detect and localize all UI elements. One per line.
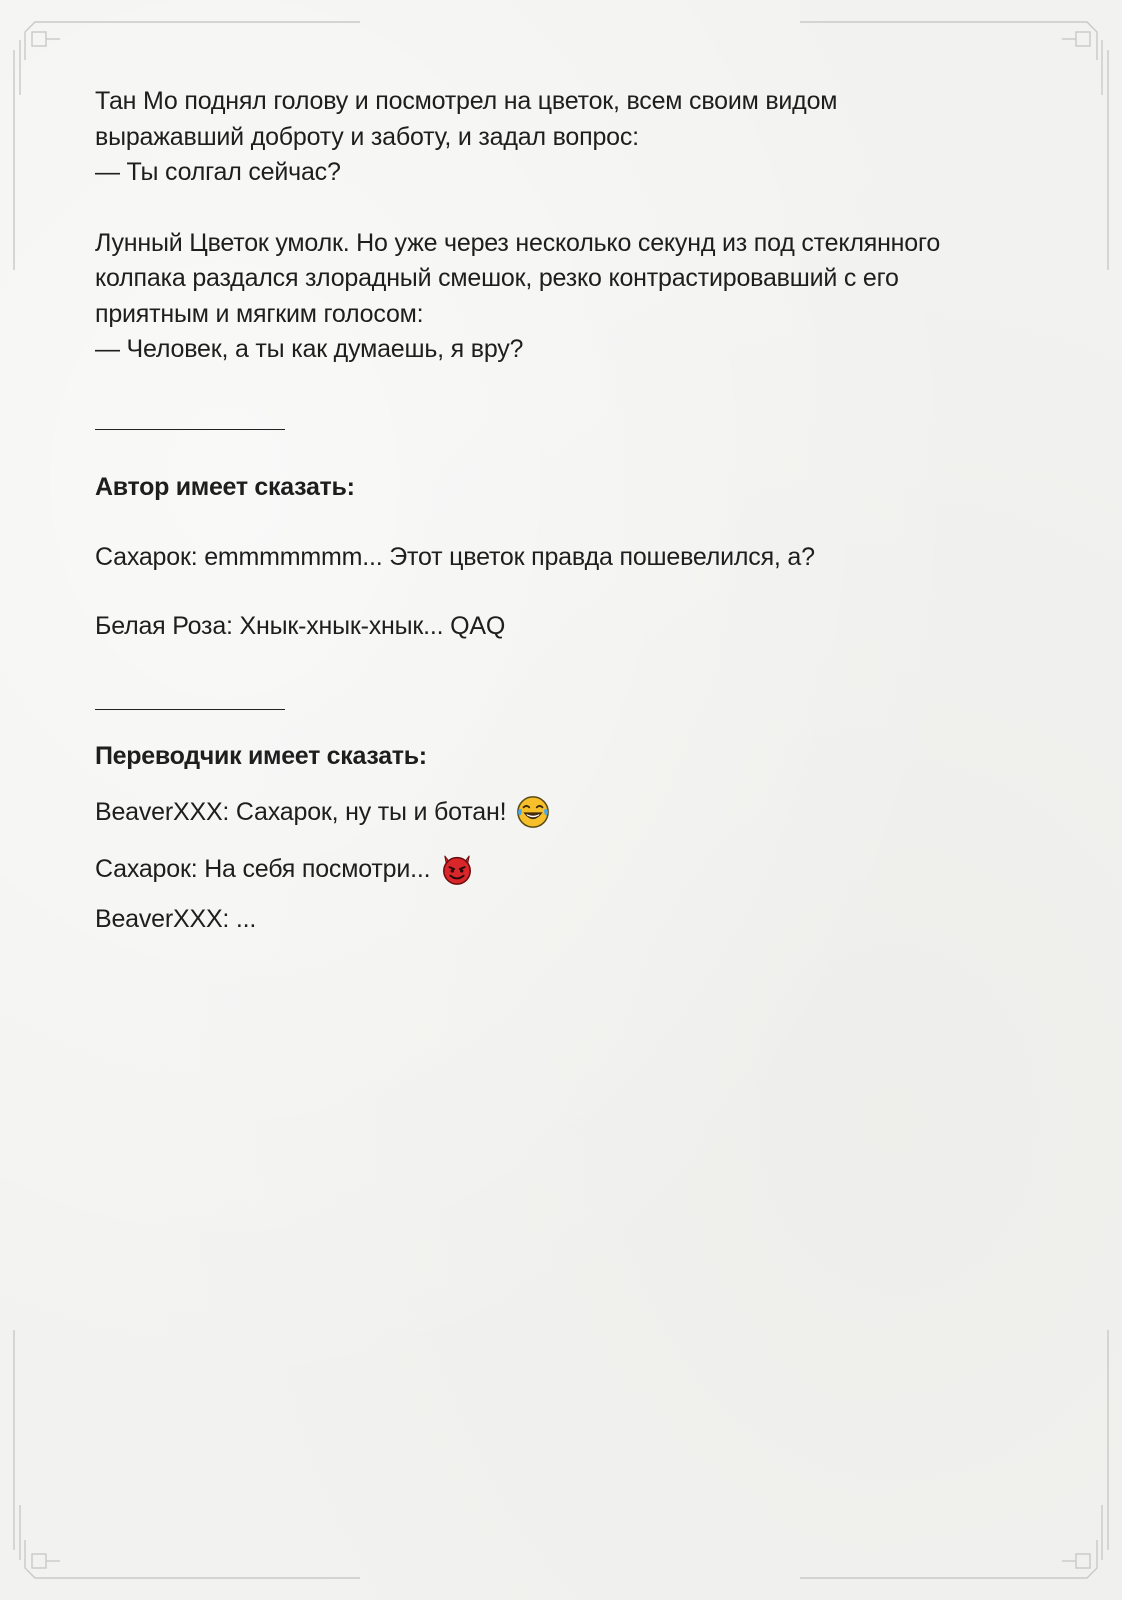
- translator-note-text: BeaverXXX: ...: [95, 905, 257, 933]
- section-separator: [95, 429, 285, 430]
- translator-note-line: [95, 852, 474, 886]
- author-note-line: Белая Роза: Хнык-хнык-хнык... QAQ: [95, 612, 506, 640]
- story-paragraph-1: [95, 84, 1035, 191]
- translator-notes-heading: Переводчик имеет сказать:: [95, 742, 427, 770]
- story-line: выражавший доброту и заботу, и задал вопрос:: [95, 122, 639, 151]
- story-line: Лунный Цветок умолк. Но уже через несколько секунд из под стеклянного: [95, 228, 941, 257]
- story-line: Тан Мо поднял голову и посмотрел на цветок, всем своим видом: [95, 87, 838, 115]
- translator-note-line: [95, 905, 256, 934]
- translator-note-line: [95, 795, 550, 829]
- story-line: приятным и мягким голосом:: [95, 299, 424, 328]
- story-line: — Ты солгал сейчас?: [95, 158, 341, 186]
- story-line: — Человек, а ты как думаешь, я вру?: [95, 335, 524, 363]
- story-text: [95, 84, 1035, 403]
- translator-note-text: BeaverXXX: Сахарок, ну ты и ботан!: [95, 797, 507, 826]
- story-paragraph-2: [95, 226, 1035, 368]
- author-notes-heading: Автор имеет сказать:: [95, 473, 355, 501]
- section-separator: [95, 709, 285, 710]
- smiling-devil-emoji-icon: [440, 852, 474, 886]
- author-note-line: Сахарок: emmmmmmm... Этот цветок правда пошевелился, а?: [95, 543, 815, 571]
- tears-of-joy-emoji-icon: [516, 795, 550, 829]
- translator-note-text: Сахарок: На себя посмотри...: [95, 854, 431, 883]
- story-line: колпака раздался злорадный смешок, резко контрастировавший с его: [95, 264, 899, 292]
